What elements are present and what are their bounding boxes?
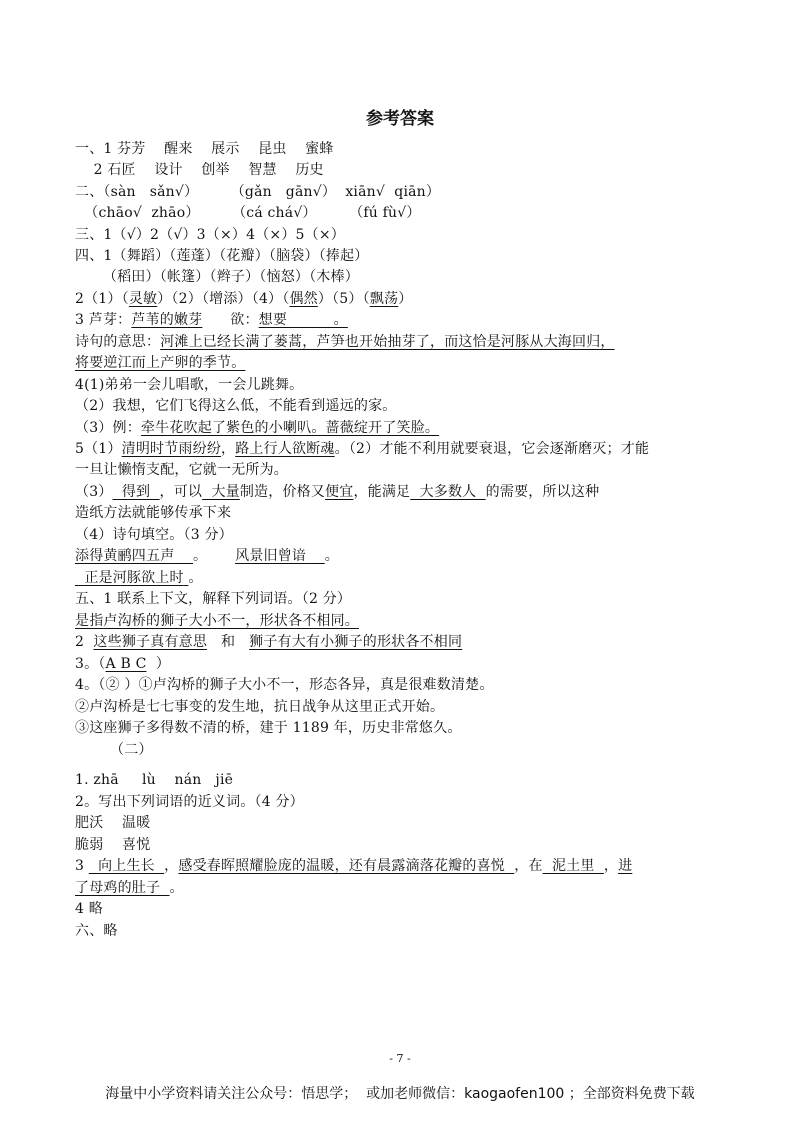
- q5-line: 5（1）清明时节雨纷纷，路上行人欲断魂。（2）才能不利用就要衰退，它会逐渐磨灭；才能: [75, 441, 650, 457]
- part2-line: 脆弱 喜悦: [75, 837, 151, 853]
- answer-line: （稻田）（帐篷）（辫子）（恼怒）（木棒）: [75, 269, 359, 285]
- q5-line: 一旦让懒惰支配，它就一无所为。: [75, 462, 288, 478]
- part2-line: 1. zhā lù nán jiē: [75, 772, 234, 788]
- part2-line: 了母鸡的肚子 。: [75, 880, 184, 896]
- part2-line: 2。写出下列词语的近义词。（4 分）: [75, 794, 304, 810]
- s5-line: ③这座狮子多得数不清的桥，建于 1189 年，历史非常悠久。: [75, 720, 462, 736]
- q5-line: 造纸方法就能够传承下来: [75, 505, 232, 521]
- page-title: 参考答案: [366, 109, 434, 129]
- q5-line: （3） 得到 ，可以 大量制造，价格又便宜，能满足 大多数人 的需要，所以这种: [75, 484, 600, 500]
- sub-section-title: （二）: [110, 742, 153, 758]
- s5-line: 3。（A B C ）: [75, 656, 171, 672]
- part2-line: 3 向上生长 ，感受春晖照耀脸庞的温暖，还有晨露滴落花瓣的喜悦 ，在 泥土里 ，进: [75, 858, 633, 874]
- answer-line: （chāo√ zhāo） （cá chá√） （fú fù√）: [75, 205, 421, 221]
- answer-line: 二、（sàn sǎn√） （gǎn gān√） xiān√ qiān）: [75, 184, 441, 200]
- q5-line: （4）诗句填空。（3 分）: [75, 527, 233, 543]
- q4-line: 4(1)弟弟一会儿唱歌，一会儿跳舞。: [75, 377, 304, 393]
- q5-poem-fill: 添得黄鹂四五声 。 风景旧曾谙 。: [75, 548, 339, 564]
- poem-meaning-cont: 将要逆江而上产卵的季节。: [75, 355, 246, 371]
- answer-line: 四、1（舞蹈）（莲蓬）（花瓣）（脑袋）（捧起）: [75, 248, 369, 264]
- part2-line: 4 略: [75, 901, 103, 917]
- q2-line: 2（1）（灵敏）（2）（增添）（4）（偶然）（5）（飘荡）: [75, 291, 413, 307]
- q5-poem-fill: 正是河豚欲上时 。: [84, 570, 203, 586]
- q4-line: （3）例：牵牛花吹起了紫色的小喇叭。蔷薇绽开了笑脸。: [75, 420, 440, 436]
- answer-line: 三、1（√）2（√）3（×）4（×）5（×）: [75, 227, 345, 243]
- poem-meaning: 诗句的意思：河滩上已经长满了蒌蒿，芦笋也开始抽芽了，而这恰是河豚从大海回归，: [75, 334, 615, 350]
- q4-line: （2）我想，它们飞得这么低，不能看到遥远的家。: [75, 398, 397, 414]
- s5-line: ②卢沟桥是七七事变的发生地，抗日战争从这里正式开始。: [75, 699, 445, 715]
- part2-line: 肥沃 温暖: [75, 815, 151, 831]
- s5-line: 是指卢沟桥的狮子大小不一，形状各不相同。: [75, 613, 359, 629]
- footer-note: 海量中小学资料请关注公众号：悟思学； 或加老师微信：kaogaofen100 ；全部资料免费下载: [105, 1086, 695, 1102]
- answer-line: 2 石匠 设计 创举 智慧 历史: [75, 162, 324, 178]
- s5-line: 4。（② ）①卢沟桥的狮子大小不一，形态各异，真是很难数清楚。: [75, 677, 494, 693]
- page-number: - 7 -: [389, 1052, 411, 1065]
- answer-line: 一、1 芬芳 醒来 展示 昆虫 蜜蜂: [75, 141, 334, 157]
- s5-line: 五、1 联系上下文，解释下列词语。（2 分）: [75, 591, 352, 607]
- s5-line: 2 这些狮子真有意思 和 狮子有大有小狮子的形状各不相同: [75, 634, 463, 650]
- q3-line: 3 芦芽：芦苇的嫩芽 欲：想要 。: [75, 312, 348, 328]
- part2-line: 六、略: [75, 923, 118, 939]
